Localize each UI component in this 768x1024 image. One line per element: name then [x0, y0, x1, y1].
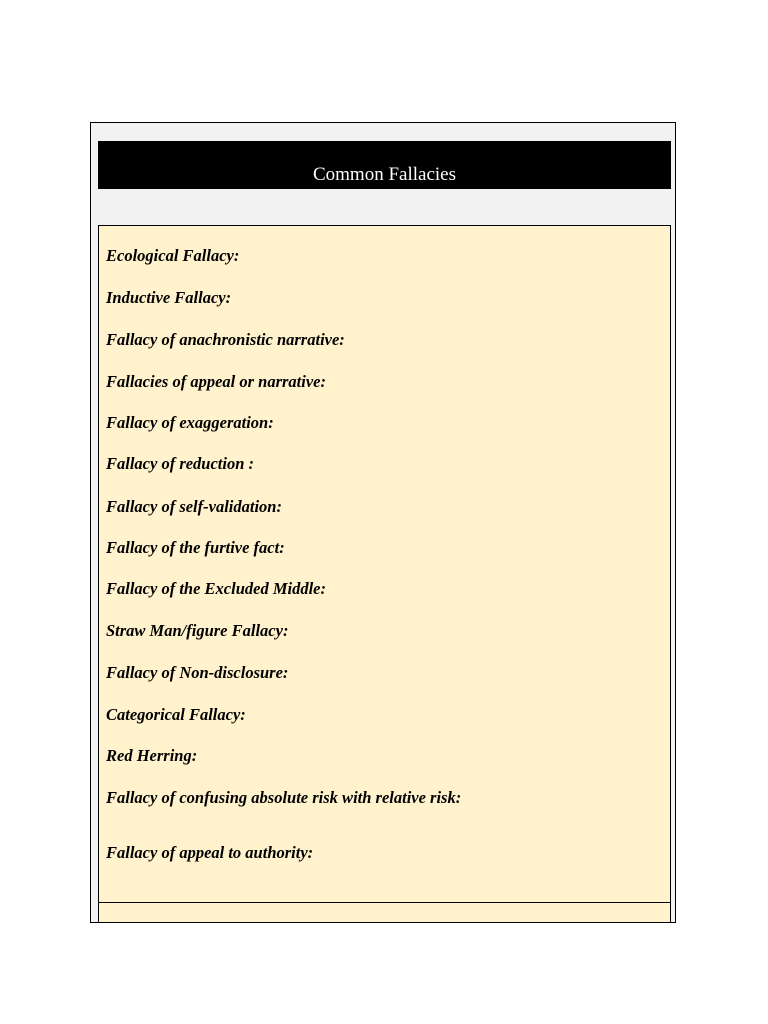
table-frame: [90, 122, 676, 923]
list-item: Fallacy of the Excluded Middle:: [106, 579, 326, 598]
page-title: Common Fallacies: [312, 164, 456, 185]
list-item: Fallacy of confusing absolute risk with relative risk:: [106, 788, 462, 807]
list-item: Fallacy of the furtive fact:: [106, 538, 285, 557]
list-item: Inductive Fallacy:: [106, 288, 232, 307]
list-item: Fallacies of appeal or narrative:: [106, 372, 326, 391]
list-item: Straw Man/figure Fallacy:: [106, 621, 289, 640]
list-item: Categorical Fallacy:: [106, 705, 246, 724]
list-item: Fallacy of Non-disclosure:: [106, 663, 289, 682]
list-item: Fallacy of self-validation:: [106, 497, 282, 516]
list-item: Red Herring:: [106, 746, 198, 765]
list-item: Fallacy of reduction :: [106, 454, 255, 473]
list-item: Ecological Fallacy:: [106, 246, 240, 265]
divider: [99, 902, 670, 903]
title-bar: [98, 141, 671, 189]
list-item: Fallacy of anachronistic narrative:: [106, 330, 345, 349]
fallacy-list-box: [98, 225, 671, 923]
list-item: Fallacy of exaggeration:: [106, 413, 274, 432]
list-item: Fallacy of appeal to authority:: [106, 843, 314, 862]
